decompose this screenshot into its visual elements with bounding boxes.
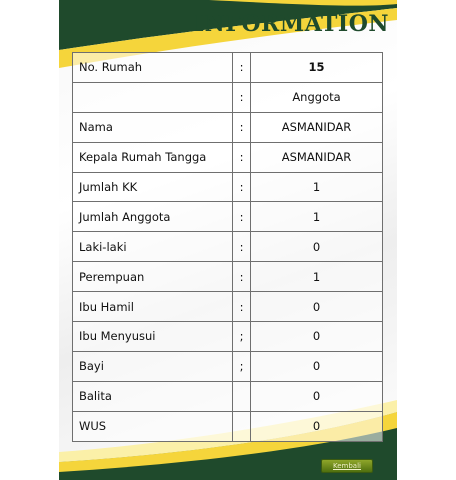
table-row xyxy=(73,262,383,292)
row-label: Balita xyxy=(73,381,233,411)
row-separator: ; xyxy=(233,351,251,381)
row-value: 1 xyxy=(251,202,383,232)
row-label: Nama xyxy=(73,112,233,142)
row-value: 0 xyxy=(251,322,383,352)
row-value: 0 xyxy=(251,381,383,411)
page-title: INFORMATION xyxy=(193,11,389,37)
table-row xyxy=(73,322,383,352)
row-value: ASMANIDAR xyxy=(251,142,383,172)
table-row xyxy=(73,292,383,322)
row-value: ASMANIDAR xyxy=(251,112,383,142)
row-separator: : xyxy=(233,292,251,322)
row-label: Jumlah Anggota xyxy=(73,202,233,232)
table-row xyxy=(73,112,383,142)
row-label xyxy=(73,82,233,112)
row-value: 0 xyxy=(251,292,383,322)
row-value: 0 xyxy=(251,411,383,441)
row-value: 1 xyxy=(251,172,383,202)
table-row xyxy=(73,381,383,411)
row-separator: : xyxy=(233,82,251,112)
row-separator: : xyxy=(233,262,251,292)
info-table-body xyxy=(73,53,383,442)
row-value: 0 xyxy=(251,232,383,262)
row-value: 0 xyxy=(251,351,383,381)
info-table xyxy=(72,52,383,442)
table-row xyxy=(73,351,383,381)
row-value: 15 xyxy=(251,53,383,83)
row-label: WUS xyxy=(73,411,233,441)
row-separator xyxy=(233,411,251,441)
row-separator: : xyxy=(233,172,251,202)
row-separator: ; xyxy=(233,322,251,352)
row-label: Jumlah KK xyxy=(73,172,233,202)
row-separator: : xyxy=(233,112,251,142)
table-row xyxy=(73,232,383,262)
table-row xyxy=(73,411,383,441)
table-row xyxy=(73,202,383,232)
row-label: Laki-laki xyxy=(73,232,233,262)
table-row xyxy=(73,142,383,172)
row-label: No. Rumah xyxy=(73,53,233,83)
row-label: Bayi xyxy=(73,351,233,381)
row-value: Anggota xyxy=(251,82,383,112)
row-value: 1 xyxy=(251,262,383,292)
row-separator: : xyxy=(233,53,251,83)
info-panel xyxy=(59,0,397,480)
row-separator: : xyxy=(233,202,251,232)
table-row xyxy=(73,53,383,83)
row-separator: : xyxy=(233,232,251,262)
row-label: Kepala Rumah Tangga xyxy=(73,142,233,172)
row-separator: : xyxy=(233,142,251,172)
back-button[interactable]: Kembali xyxy=(321,459,373,473)
row-label: Perempuan xyxy=(73,262,233,292)
row-label: Ibu Hamil xyxy=(73,292,233,322)
table-row xyxy=(73,172,383,202)
row-label: Ibu Menyusui xyxy=(73,322,233,352)
row-separator xyxy=(233,381,251,411)
table-row xyxy=(73,82,383,112)
